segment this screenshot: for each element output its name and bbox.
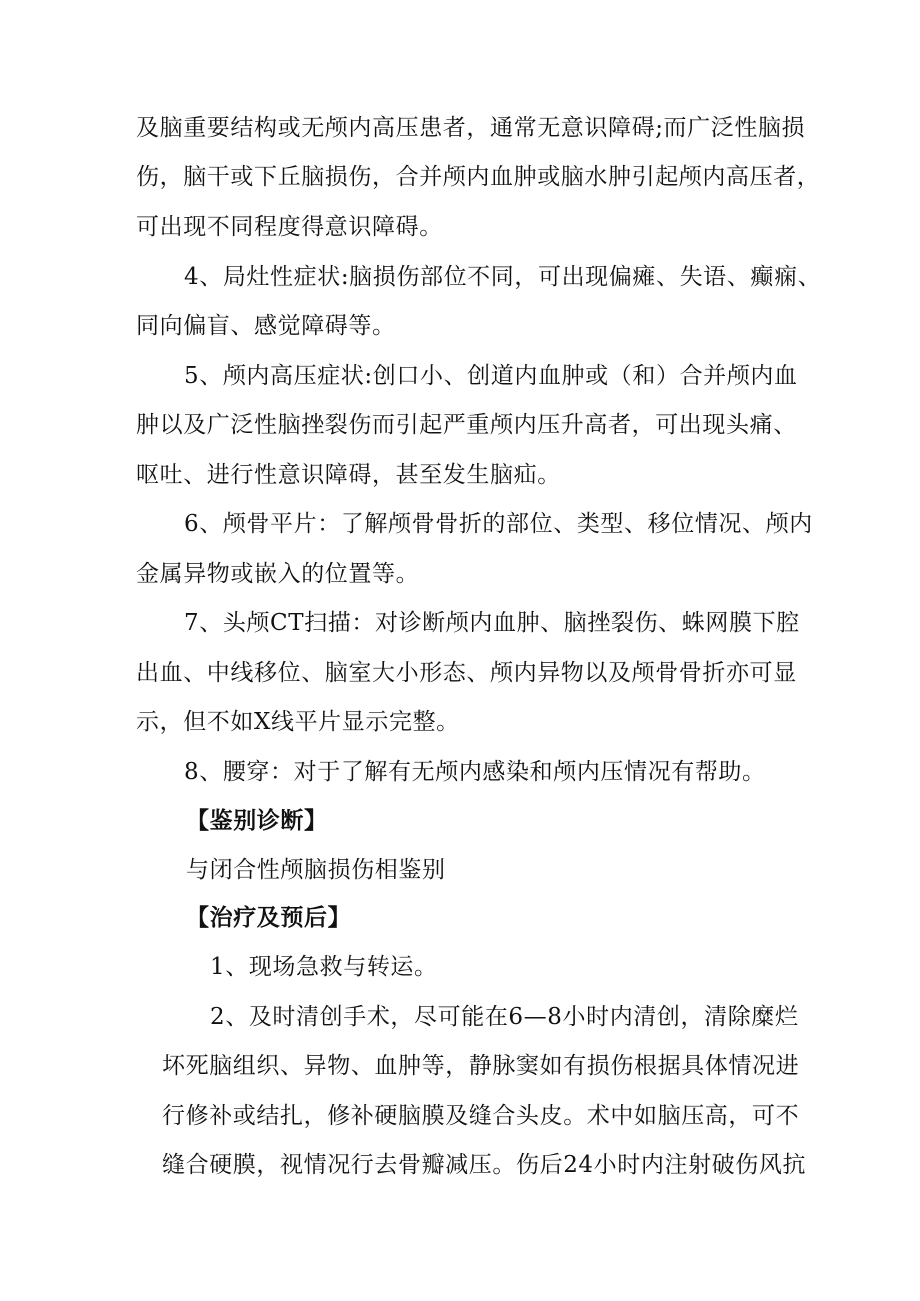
paragraph-line: 缝合硬膜，视情况行去骨瓣减压。伤后24小时内注射破伤风抗 <box>162 1152 807 1178</box>
paragraph-line: 与闭合性颅脑损伤相鉴别 <box>186 857 446 883</box>
paragraph-line: 金属异物或嵌入的位置等。 <box>136 561 420 587</box>
paragraph-line: 及脑重要结构或无颅内高压患者，通常无意识障碍;而广泛性脑损 <box>136 115 806 141</box>
list-item-4: 4、局灶性症状:脑损伤部位不同，可出现偏瘫、失语、癫痫、 <box>184 264 822 290</box>
paragraph-line: 肿以及广泛性脑挫裂伤而引起严重颅内压升高者，可出现头痛、 <box>136 412 797 438</box>
section-heading-differential-diagnosis: 【鉴别诊断】 <box>186 808 328 834</box>
list-item-8: 8、腰穿：对于了解有无颅内感染和颅内压情况有帮助。 <box>184 759 766 785</box>
paragraph-line: 同向偏盲、感觉障碍等。 <box>136 313 396 339</box>
treatment-item-2: 2、及时清创手术，尽可能在6—8小时内清创，清除糜烂 <box>210 1004 799 1030</box>
list-item-5: 5、颅内高压症状:创口小、创道内血肿或（和）合并颅内血 <box>184 363 798 389</box>
paragraph-line: 行修补或结扎，修补硬脑膜及缝合头皮。术中如脑压高，可不 <box>162 1103 800 1129</box>
paragraph-line: 可出现不同程度得意识障碍。 <box>136 214 443 240</box>
paragraph-line: 伤，脑干或下丘脑损伤，合并颅内血肿或脑水肿引起颅内高压者， <box>136 164 821 190</box>
paragraph-line: 出血、中线移位、脑室大小形态、颅内异物以及颅骨骨折亦可显 <box>136 660 797 686</box>
treatment-item-1: 1、现场急救与转运。 <box>210 954 438 980</box>
section-heading-treatment-prognosis: 【治疗及预后】 <box>186 905 352 931</box>
list-item-7: 7、头颅CT扫描：对诊断颅内血肿、脑挫裂伤、蛛网膜下腔 <box>184 610 800 636</box>
paragraph-line: 示，但不如X线平片显示完整。 <box>136 709 460 735</box>
list-item-6: 6、颅骨平片：了解颅骨骨折的部位、类型、移位情况、颅内 <box>184 511 813 537</box>
paragraph-line: 坏死脑组织、异物、血肿等，静脉窦如有损伤根据具体情况进 <box>162 1053 800 1079</box>
paragraph-line: 呕吐、进行性意识障碍，甚至发生脑疝。 <box>136 462 561 488</box>
